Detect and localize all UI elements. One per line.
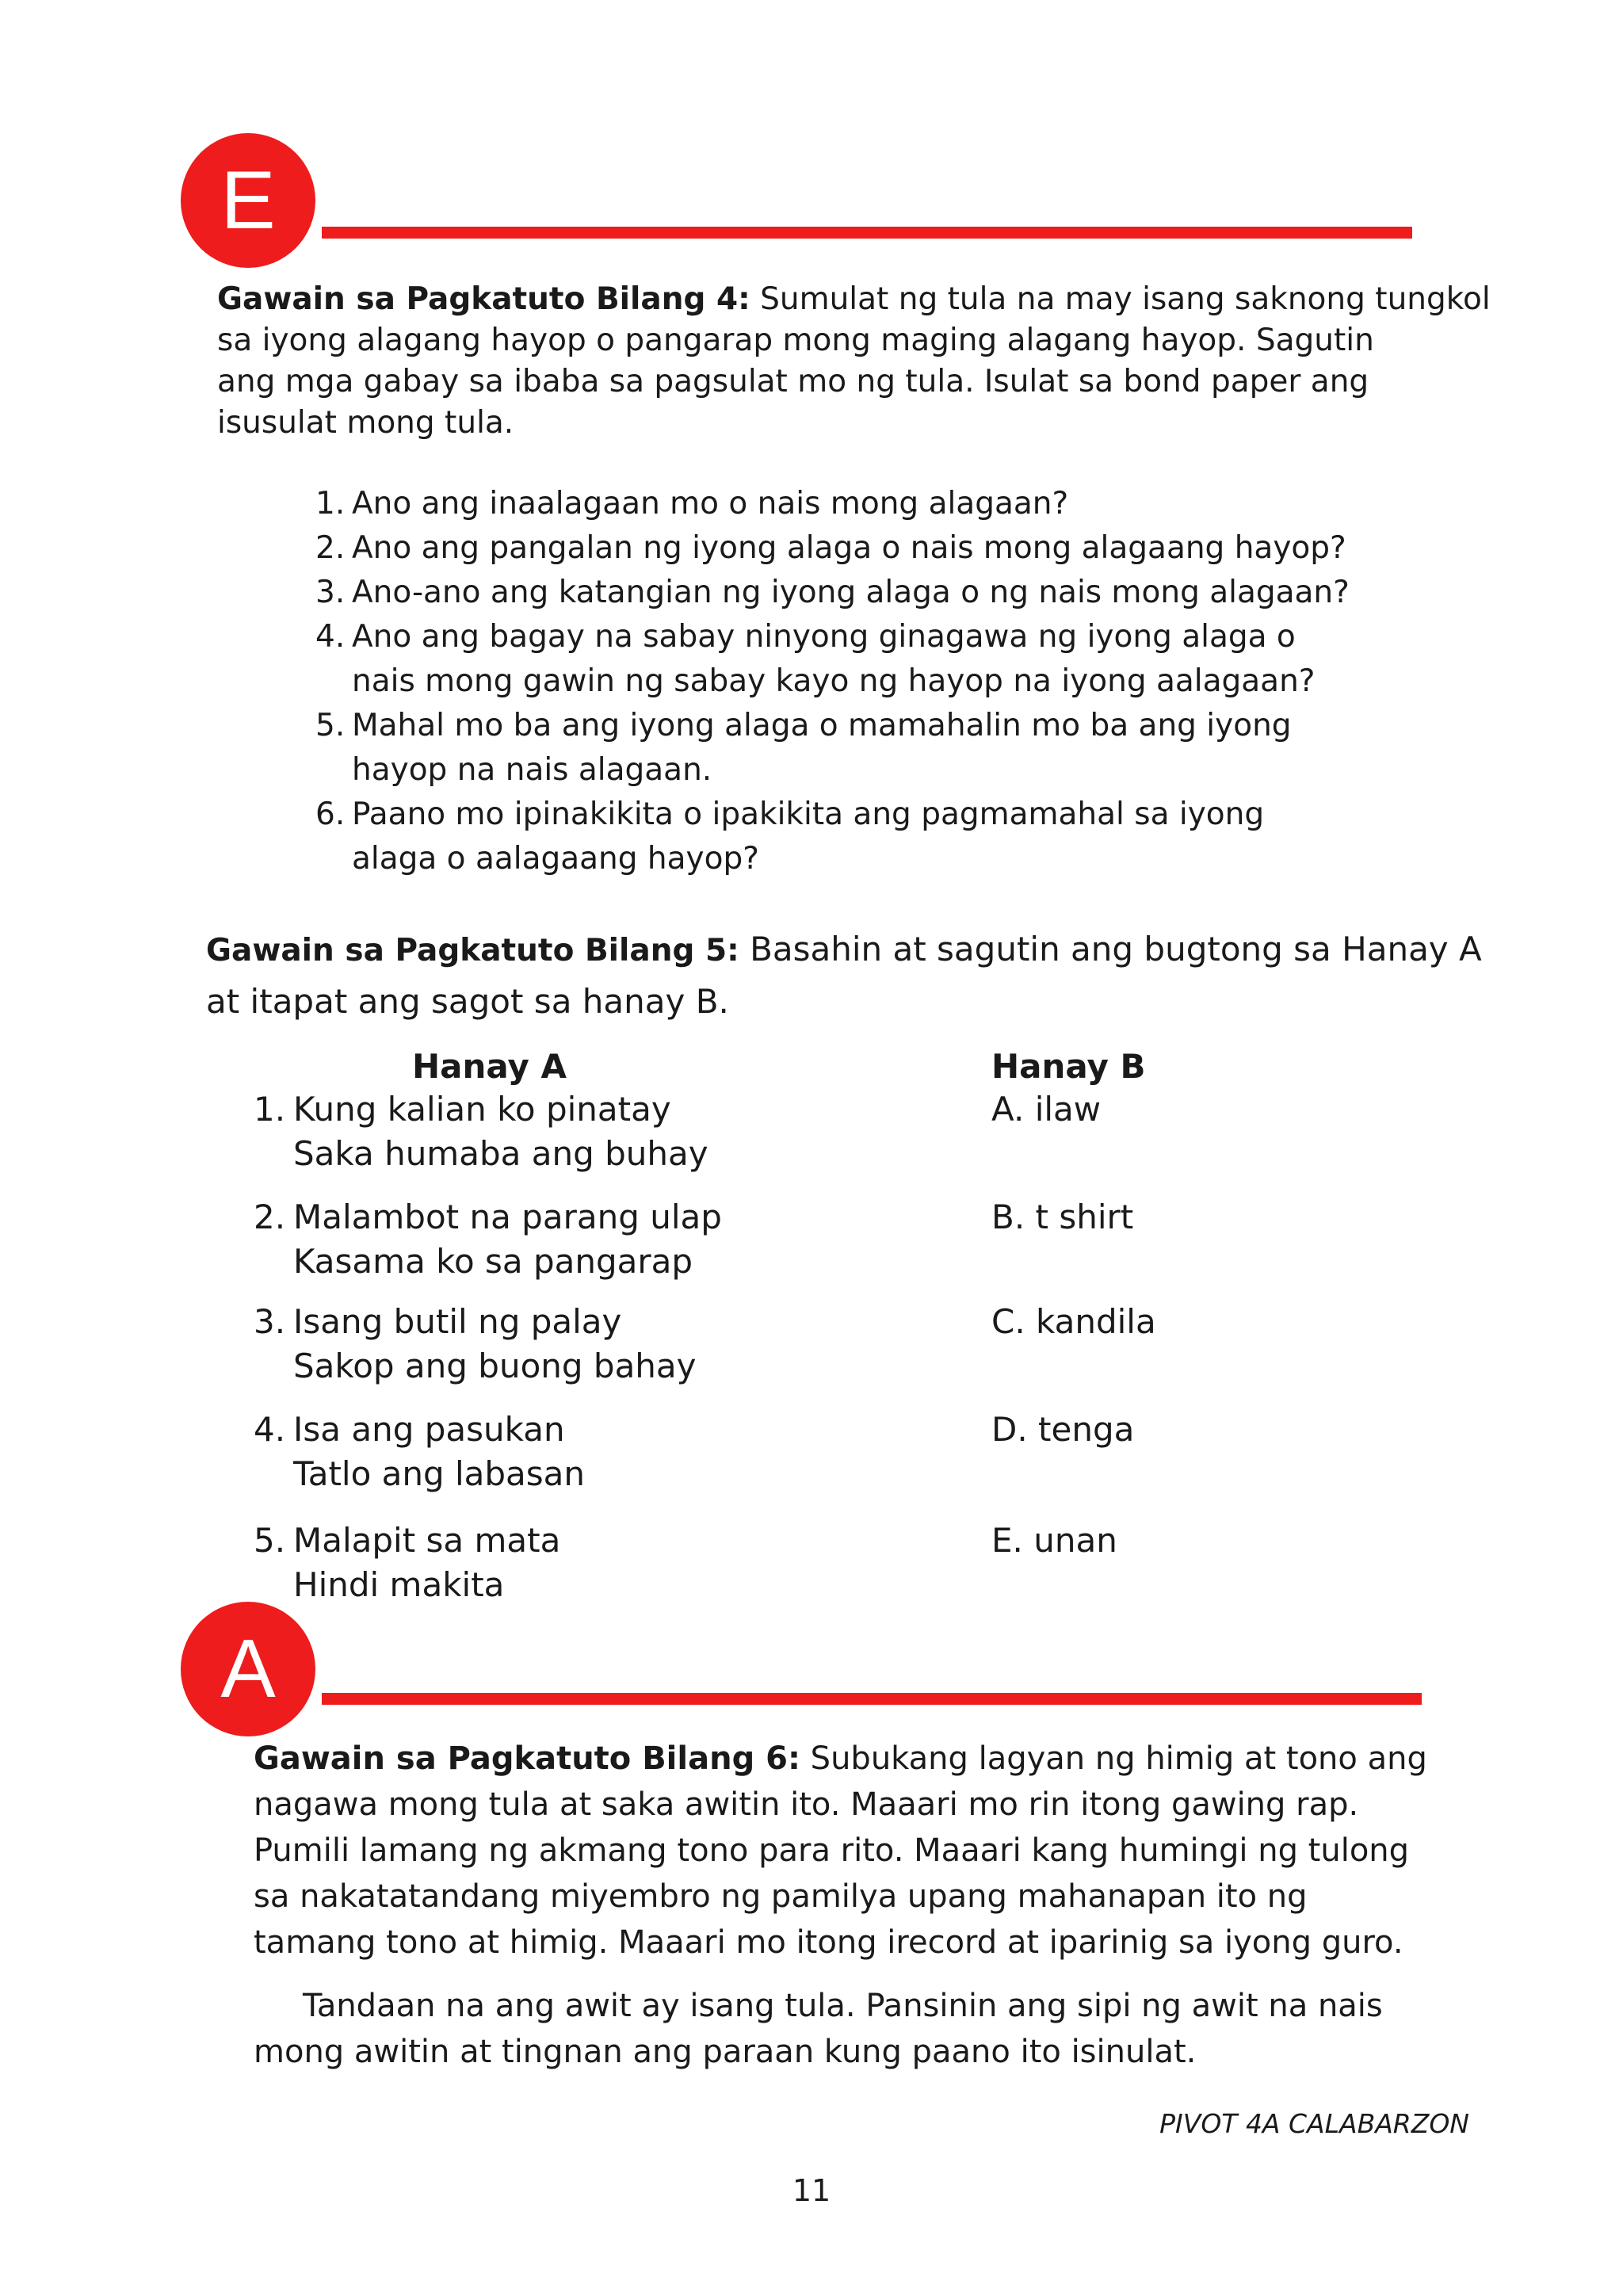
section-e-divider: [322, 227, 1412, 239]
activity-6-line-4: sa nakatatandang miyembro ng pamilya upang mahanapan ito ng: [254, 1878, 1308, 1915]
activity-5-line-1: Basahin at sagutin ang bugtong sa Hanay A: [739, 930, 1482, 968]
guide-question-5: 5. Mahal mo ba ang iyong alaga o mamahalin mo ba ang iyong hayop na nais alagaan.: [315, 708, 1292, 788]
guide-question-2: 2. Ano ang pangalan ng iyong alaga o nais mong alagaang hayop?: [315, 530, 1346, 566]
guide-question-3: 3. Ano-ano ang katangian ng iyong alaga o ng nais mong alagaan?: [315, 575, 1350, 610]
activity-5-title: Gawain sa Pagkatuto Bilang 5:: [206, 933, 739, 968]
activity-5-line-2: at itapat ang sagot sa hanay B.: [206, 982, 729, 1021]
activity-4-title: Gawain sa Pagkatuto Bilang 4:: [217, 281, 750, 317]
activity-4-instructions: [217, 279, 1491, 444]
activity-5-instructions: [206, 924, 1482, 1027]
activity-6-note: [254, 1983, 1383, 2075]
answer-b: B. t shirt: [991, 1198, 1134, 1236]
answer-e: E. unan: [991, 1521, 1117, 1560]
page-number: 11: [792, 2173, 831, 2208]
guide-question-4: 4. Ano ang bagay na sabay ninyong ginagawa ng iyong alaga o nais mong gawin ng sabay kayo ng hayop na iyong aalagaan?: [315, 619, 1316, 699]
section-header-e: [181, 133, 1417, 268]
activity-4-line-1: Sumulat ng tula na may isang saknong tungkol: [750, 281, 1491, 317]
guide-question-6: 6. Paano mo ipinakikita o ipakikita ang pagmamahal sa iyong alaga o aalagaang hayop?: [315, 797, 1265, 877]
riddle-2: 2. Malambot na parang ulap Kasama ko sa pangarap: [254, 1198, 722, 1281]
activity-4-line-4: isusulat mong tula.: [217, 405, 514, 441]
activity-6-line-5: tamang tono at himig. Maaari mo itong irecord at iparinig sa iyong guro.: [254, 1924, 1403, 1961]
column-a-heading: Hanay A: [412, 1047, 567, 1086]
section-a-badge: A: [181, 1602, 315, 1736]
section-a-divider: [322, 1693, 1422, 1705]
riddle-3: 3. Isang butil ng palay Sakop ang buong bahay: [254, 1302, 697, 1385]
section-e-badge: E: [181, 133, 315, 268]
answer-a: A. ilaw: [991, 1090, 1102, 1129]
section-header-a: [181, 1602, 1417, 1736]
activity-6-instructions: [254, 1736, 1427, 1966]
answer-d: D. tenga: [991, 1410, 1135, 1449]
riddle-5: 5. Malapit sa mata Hindi makita: [254, 1521, 561, 1604]
activity-4-line-2: sa iyong alagang hayop o pangarap mong maging alagang hayop. Sagutin: [217, 323, 1374, 358]
riddle-4: 4. Isa ang pasukan Tatlo ang labasan: [254, 1410, 586, 1493]
riddle-1: 1. Kung kalian ko pinatay Saka humaba ang buhay: [254, 1090, 708, 1173]
answer-c: C. kandila: [991, 1302, 1156, 1341]
activity-6-line-3: Pumili lamang ng akmang tono para rito. Maaari kang humingi ng tulong: [254, 1832, 1410, 1869]
activity-6-note-line-1: Tandaan na ang awit ay isang tula. Pansinin ang sipi ng awit na nais: [303, 1988, 1383, 2024]
activity-6-note-line-2: mong awitin at tingnan ang paraan kung paano ito isinulat.: [254, 2034, 1197, 2070]
column-b-heading: Hanay B: [991, 1047, 1146, 1086]
activity-6-line-1: Subukang lagyan ng himig at tono ang: [800, 1740, 1427, 1777]
activity-4-line-3: ang mga gabay sa ibaba sa pagsulat mo ng tula. Isulat sa bond paper ang: [217, 364, 1369, 399]
activity-6-line-2: nagawa mong tula at saka awitin ito. Maaari mo rin itong gawing rap.: [254, 1786, 1359, 1823]
guide-question-1: 1. Ano ang inaalagaan mo o nais mong alagaan?: [315, 486, 1069, 521]
activity-6-title: Gawain sa Pagkatuto Bilang 6:: [254, 1740, 800, 1777]
publisher-footer: PIVOT 4A CALABARZON: [1159, 2108, 1469, 2139]
